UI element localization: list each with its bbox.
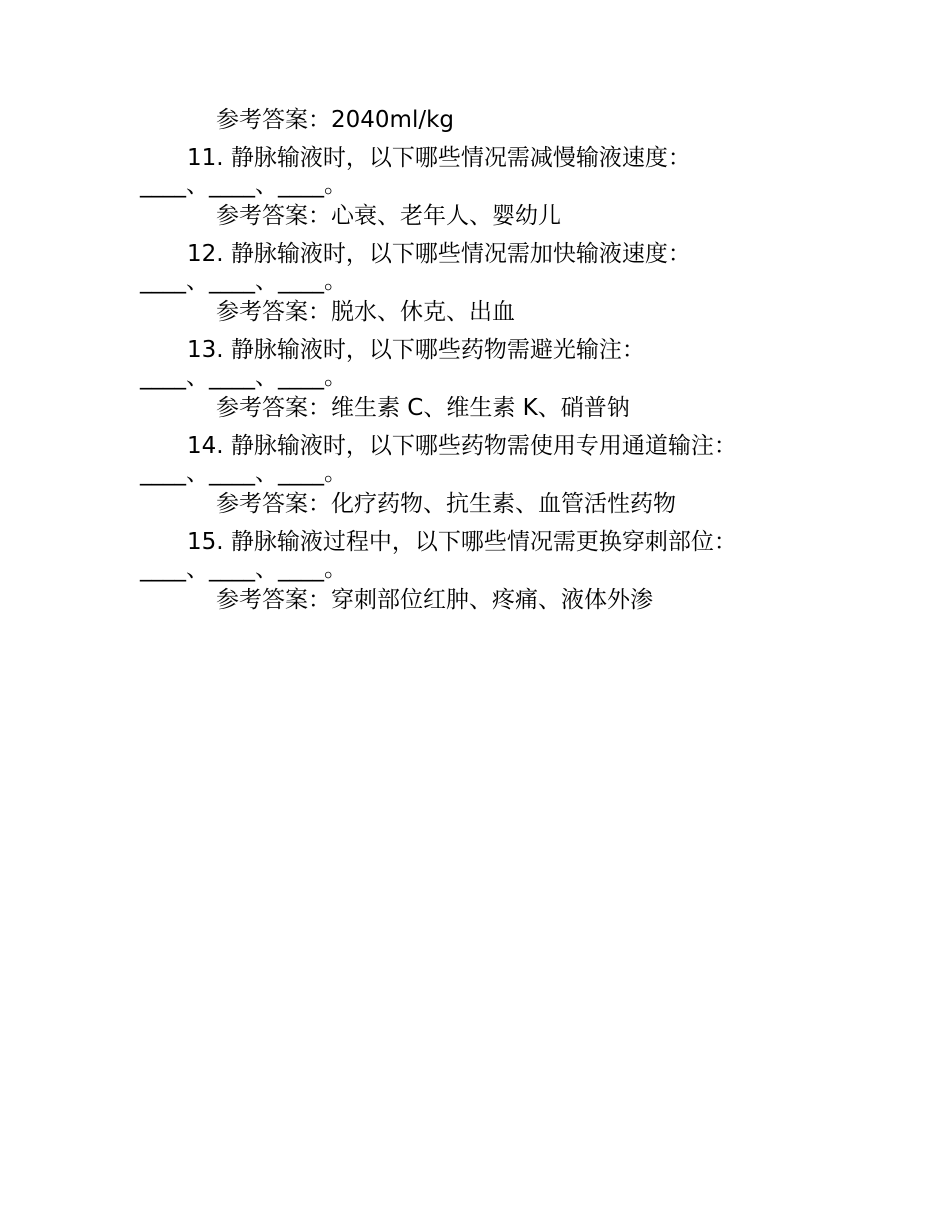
blank-line: ____、____、____。 <box>140 172 347 198</box>
answer-line: 参考答案：维生素 C、维生素 K、硝普钠 <box>216 395 630 421</box>
question-11: 11. 静脉输液时，以下哪些情况需减慢输液速度： <box>187 145 691 171</box>
blank-line: ____、____、____。 <box>140 460 347 486</box>
answer-line: 参考答案：心衰、老年人、婴幼儿 <box>216 203 561 229</box>
answer-line: 参考答案：脱水、休克、出血 <box>216 299 515 325</box>
question-12: 12. 静脉输液时，以下哪些情况需加快输液速度： <box>187 241 691 267</box>
question-13: 13. 静脉输液时，以下哪些药物需避光输注： <box>187 337 645 363</box>
answer-line: 参考答案：穿刺部位红肿、疼痛、液体外渗 <box>216 587 653 613</box>
question-15: 15. 静脉输液过程中，以下哪些情况需更换穿刺部位： <box>187 529 737 555</box>
question-14: 14. 静脉输液时，以下哪些药物需使用专用通道输注： <box>187 433 737 459</box>
answer-line: 参考答案：化疗药物、抗生素、血管活性药物 <box>216 491 676 517</box>
answer-line: 参考答案：2040ml/kg <box>216 107 454 133</box>
blank-line: ____、____、____。 <box>140 556 347 582</box>
blank-line: ____、____、____。 <box>140 364 347 390</box>
blank-line: ____、____、____。 <box>140 268 347 294</box>
